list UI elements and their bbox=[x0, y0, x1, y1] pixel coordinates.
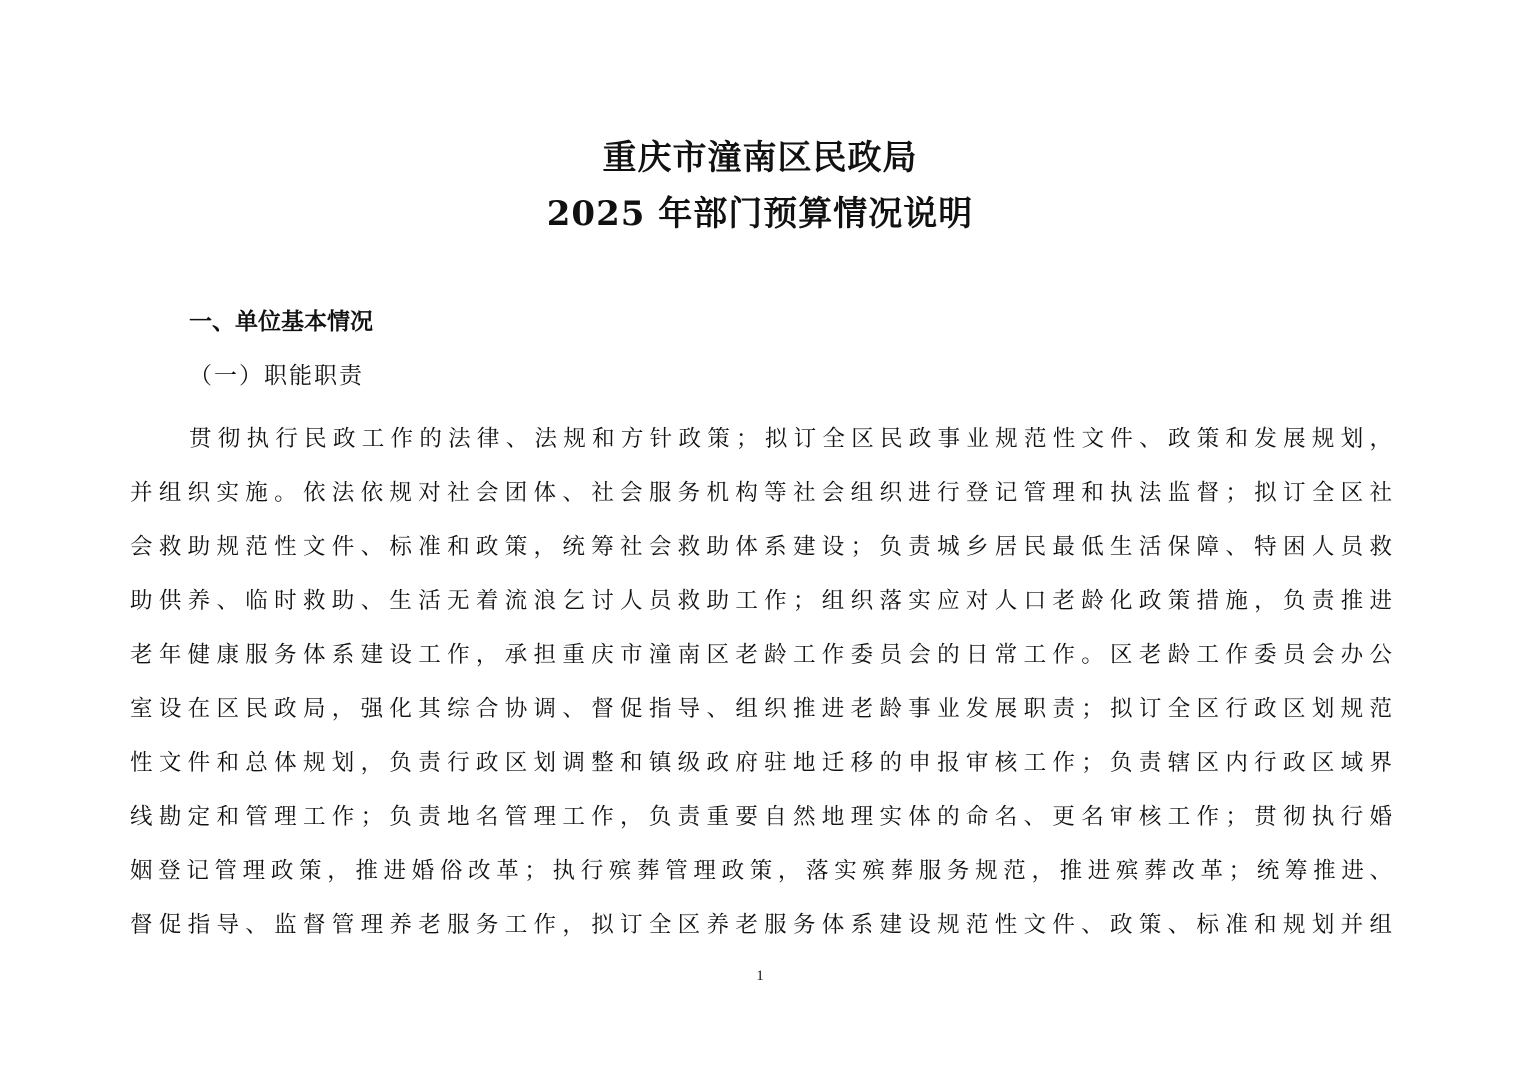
document-title: 重庆市潼南区民政局 bbox=[602, 138, 918, 178]
body-paragraph bbox=[130, 412, 1392, 952]
paragraph-line: 督促指导、监督管理养老服务工作，拟订全区养老服务体系建设规范性文件、政策、标准和规划并组 bbox=[130, 912, 1392, 938]
paragraph-line: 姻登记管理政策，推进婚俗改革；执行殡葬管理政策，落实殡葬服务规范，推进殡葬改革；统筹推进、 bbox=[130, 858, 1392, 884]
section-heading: 一、单位基本情况 bbox=[189, 309, 373, 335]
paragraph-line: 会救助规范性文件、标准和政策，统筹社会救助体系建设；负责城乡居民最低生活保障、特困人员救 bbox=[130, 534, 1392, 560]
paragraph-line: 性文件和总体规划，负责行政区划调整和镇级政府驻地迁移的申报审核工作；负责辖区内行政区域界 bbox=[130, 750, 1392, 776]
paragraph-line: 助供养、临时救助、生活无着流浪乞讨人员救助工作；组织落实应对人口老龄化政策措施，负责推进 bbox=[130, 588, 1392, 614]
paragraph-line: 贯彻执行民政工作的法律、法规和方针政策；拟订全区民政事业规范性文件、政策和发展规划， bbox=[189, 426, 1392, 452]
document-subtitle: 2025 年部门预算情况说明 bbox=[546, 194, 974, 234]
page-number: 1 bbox=[756, 968, 764, 984]
paragraph-line: 并组织实施。依法依规对社会团体、社会服务机构等社会组织进行登记管理和执法监督；拟订全区社 bbox=[130, 480, 1392, 506]
paragraph-line: 线勘定和管理工作；负责地名管理工作，负责重要自然地理实体的命名、更名审核工作；贯彻执行婚 bbox=[130, 804, 1392, 830]
paragraph-line: 室设在区民政局，强化其综合协调、督促指导、组织推进老龄事业发展职责；拟订全区行政区划规范 bbox=[130, 696, 1392, 722]
paragraph-line: 老年健康服务体系建设工作，承担重庆市潼南区老龄工作委员会的日常工作。区老龄工作委员会办公 bbox=[130, 642, 1392, 668]
subsection-heading: （一）职能职责 bbox=[189, 363, 364, 389]
